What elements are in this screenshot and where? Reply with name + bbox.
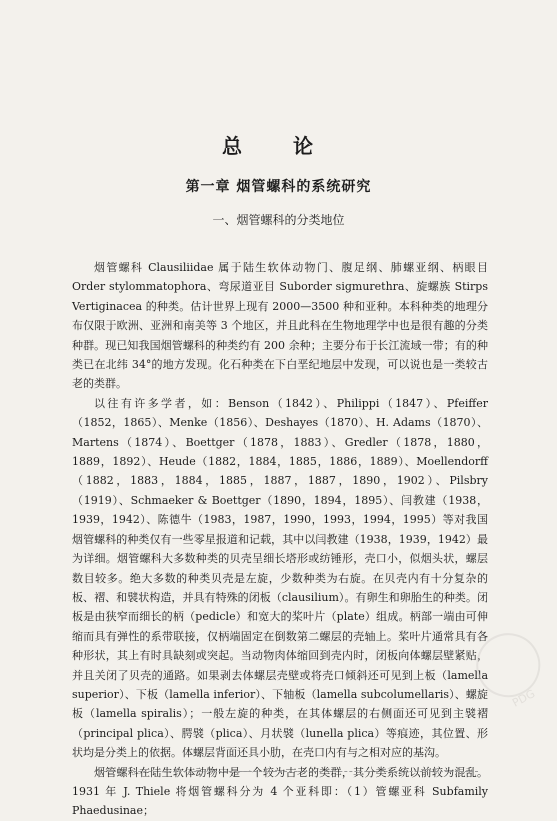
paragraph: 烟管螺科 Clausiliidae 属于陆生软体动物门、腹足纲、肺螺亚纲、柄眼目 Order stylommatophora、弯尿道亚目 Suborder sigmurethra、旋螺族 Stirps Vertiginacea 的种类。估计世界上现有 2000—3500 种和亚种。本科种类的地理分布仅限于欧洲、亚洲和南美等 3 个地区，并且此科在生物地理学中也是很有趣的分类种群。现已知我国烟管螺科的种类约有 200 余种；主要分布于长江流域一带；有的种类已在北纬 34°的地方发现。化石种类在下白垩纪地层中发现，可以说也是一类较古老的类群。 bbox=[72, 261, 488, 391]
paragraph: 以往有许多学者，如：Benson（1842）、Philippi（1847）、Pfeiffer（1852，1865）、Menke（1856）、Deshayes（1870）、H. Adams（1870）、Martens（1874）、Boettger（1878，1883）、Gredler（1878，1880，1889，1892）、Heude（1882，1884，1885，1886，1889）、Moellendorff（1882，1883，1884，1885，1887，1887，1890，1902）、Pilsbry（1919）、Schmaeker & Boettger（1890，1894，1895）、闫教建（1938，1939，1942）、陈德牛（1983，1987，1990，1993，1994，1995）等对我国烟管螺科的种类仅有一些零星报道和记载，其中以闫教建（1938，1939，1942）最为详细。烟管螺科大多数种类的贝壳呈细长塔形或纺锤形，壳口小，似烟头状，螺层数目较多。绝大多数的种类贝壳是左旋，少数种类为右旋。在贝壳内有十分复杂的板、褶、和襞状构造，并具有特殊的闭板（clausilium）。有卵生和卵胎生的种类。闭板是由狭窄而细长的柄（pedicle）和宽大的桨叶片（plate）组成。柄部一端由可伸缩而具有弹性的系带联接，仅柄端固定在倒数第二螺层的壳轴上。桨叶片通常具有各种形状，其上有时具缺刻或突起。当动物肉体缩回到壳内时，闭板向体螺层壁紧贴，并且关闭了贝壳的通路。如果剥去体螺层壳壁或将壳口倾斜还可见到上板（lamella superior）、下板（lamella inferior）、下轴板（lamella subcolumellaris）、螺旋板（lamella spiralis）；一般左旋的种类，在其体螺层的右侧面还可见到主襞褶（principal plica）、腭襞（plica）、月状襞（lunella plica）等痕迹，其位置、形状均是分类上的依据。体螺层背面还具小肋，在壳口内有与之相对应的基沟。 bbox=[72, 396, 488, 760]
body-text bbox=[72, 258, 488, 821]
page-title: 总 论 bbox=[222, 134, 335, 158]
footer-rule bbox=[98, 771, 478, 772]
chapter-heading: 第一章 烟管螺科的系统研究 bbox=[185, 179, 372, 195]
section-heading: 一、烟管螺科的分类地位 bbox=[212, 213, 345, 227]
paragraph: 烟管螺科在陆生软体动物中是一个较为古老的类群，其分类系统以前较为混乱。1931 年 J. Thiele 将烟管螺科分为 4 个亚科即：（1）管螺亚科 Subfamily Phaedusinae； bbox=[72, 765, 488, 818]
watermark-text: PDG bbox=[510, 687, 538, 710]
